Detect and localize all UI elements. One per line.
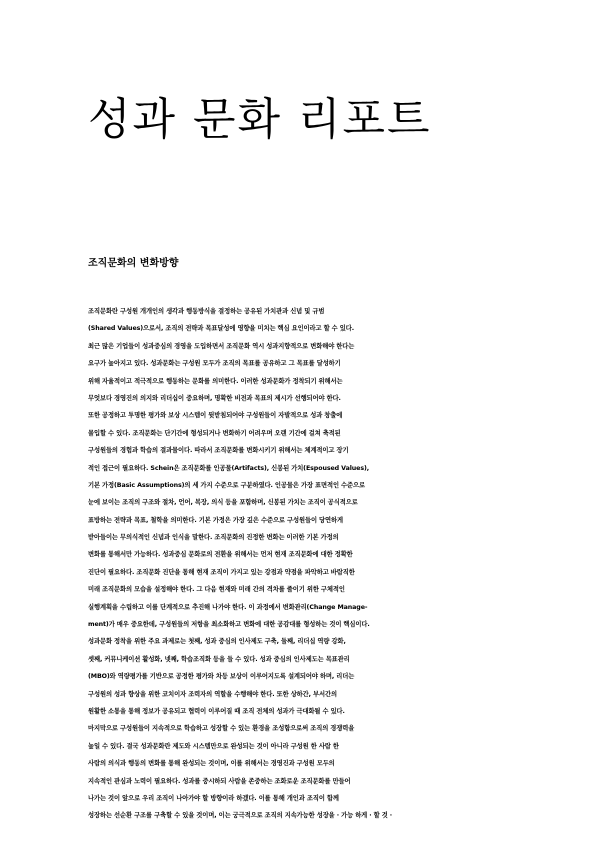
body-line: 몰입할 수 있다. 조직문화는 단기간에 형성되거나 변화하기 어려우며 오랜 기간에 걸쳐 축적된: [88, 429, 341, 437]
body-line: 구성원들의 경험과 학습의 결과물이다. 따라서 조직문화를 변화시키기 위해서는 체계적이고 장기: [88, 447, 349, 455]
body-line: 조직문화란 구성원 개개인의 생각과 행동방식을 결정하는 공유된 가치관과 신념 및 규범: [88, 308, 325, 315]
body-text: [88, 303, 508, 820]
body-line: 구성원의 성과 향상을 위한 코치이자 조력자의 역할을 수행해야 한다. 또한 상하간, 부서간의: [88, 690, 337, 698]
page-title: 성과 문화 리포트: [88, 94, 432, 145]
body-line: 지속적인 관심과 노력이 필요하다. 성과를 중시하되 사람을 존중하는 조화로운 조직문화를 만들어: [88, 777, 351, 785]
body-line: ment)가 매우 중요한데, 구성원들의 저항을 최소화하고 변화에 대한 공감대를 형성하는 것이 핵심이다.: [88, 621, 370, 629]
section-heading: 조직문화의 변화방향: [88, 258, 179, 269]
body-line: (Shared Values)으로서, 조직의 전략과 목표달성에 영향을 미치는 핵심 요인이라고 할 수 있다.: [88, 325, 355, 333]
body-line: 높일 수 있다. 결국 성과문화란 제도와 시스템만으로 완성되는 것이 아니라 구성원 한 사람 한: [88, 742, 339, 750]
body-line: 나가는 것이 앞으로 우리 조직이 나아가야 할 방향이라 하겠다. 이를 통해 개인과 조직이 함께: [88, 794, 339, 802]
body-line: 눈에 보이는 조직의 구조와 절차, 언어, 복장, 의식 등을 포함하며, 신봉된 가치는 조직이 공식적으로: [88, 499, 358, 507]
body-line: 원활한 소통을 통해 정보가 공유되고 협력이 이루어질 때 조직 전체의 성과가 극대화될 수 있다.: [88, 707, 345, 715]
body-line: 셋째, 커뮤니케이션 활성화, 넷째, 학습조직화 등을 들 수 있다. 성과 중심의 인사제도는 목표관리: [88, 655, 350, 663]
body-line: 받아들이는 무의식적인 신념과 인식을 말한다. 조직문화의 진정한 변화는 이러한 기본 가정의: [88, 534, 339, 542]
body-line: 변화를 통해서만 가능하다. 성과중심 문화로의 전환을 위해서는 먼저 현재 조직문화에 대한 정확한: [88, 551, 353, 559]
body-line: 마지막으로 구성원들이 지속적으로 학습하고 성장할 수 있는 환경을 조성함으로써 조직의 경쟁력을: [88, 725, 355, 733]
body-line: 무엇보다 경영진의 의지와 리더십이 중요하며, 명확한 비전과 목표의 제시가 선행되어야 한다.: [88, 394, 341, 402]
body-line: 사람의 의식과 행동의 변화를 통해 완성되는 것이며, 이를 위해서는 경영진과 구성원 모두의: [88, 760, 335, 768]
body-line: 기본 가정(Basic Assumptions)의 세 가지 수준으로 구분하였다. 인공물은 가장 표면적인 수준으로: [88, 481, 365, 489]
body-line: 실행계획을 수립하고 이를 단계적으로 추진해 나가야 한다. 이 과정에서 변화관리(Change Manage-: [88, 603, 368, 611]
body-line: 미래 조직문화의 모습을 설정해야 한다. 그 다음 현재와 미래 간의 격차를 줄이기 위한 구체적인: [88, 586, 345, 594]
body-line: 위해 자율적이고 적극적으로 행동하는 문화를 의미한다. 이러한 성과문화가 정착되기 위해서는: [88, 377, 343, 385]
body-line: 진단이 필요하다. 조직문화 진단을 통해 현재 조직이 가지고 있는 강점과 약점을 파악하고 바람직한: [88, 568, 355, 576]
body-line: 성장하는 선순환 구조를 구축할 수 있을 것이며, 이는 궁극적으로 조직의 지속가능한 성장을 · 가능 하게 · 할 것 ·: [88, 812, 393, 820]
body-line: 최근 많은 기업들이 성과중심의 경영을 도입하면서 조직문화 역시 성과지향적으로 변화해야 한다는: [88, 342, 355, 350]
body-line: 적인 접근이 필요하다. Schein은 조직문화를 인공물(Artifacts), 신봉된 가치(Espoused Values),: [88, 464, 370, 472]
body-line: 표방하는 전략과 목표, 철학을 의미한다. 기본 가정은 가장 깊은 수준으로 구성원들이 당연하게: [88, 516, 343, 524]
body-line: 또한 공정하고 투명한 평가와 보상 시스템이 뒷받침되어야 구성원들이 자발적으로 성과 창출에: [88, 412, 343, 420]
body-line: 요구가 높아지고 있다. 성과문화는 구성원 모두가 조직의 목표를 공유하고 그 목표를 달성하기: [88, 360, 341, 368]
body-line: (MBO)와 역량평가를 기반으로 공정한 평가와 차등 보상이 이루어지도록 설계되어야 하며, 리더는: [88, 673, 355, 681]
body-line: 성과문화 정착을 위한 주요 과제로는 첫째, 성과 중심의 인사제도 구축, 둘째, 리더십 역량 강화,: [88, 638, 346, 646]
